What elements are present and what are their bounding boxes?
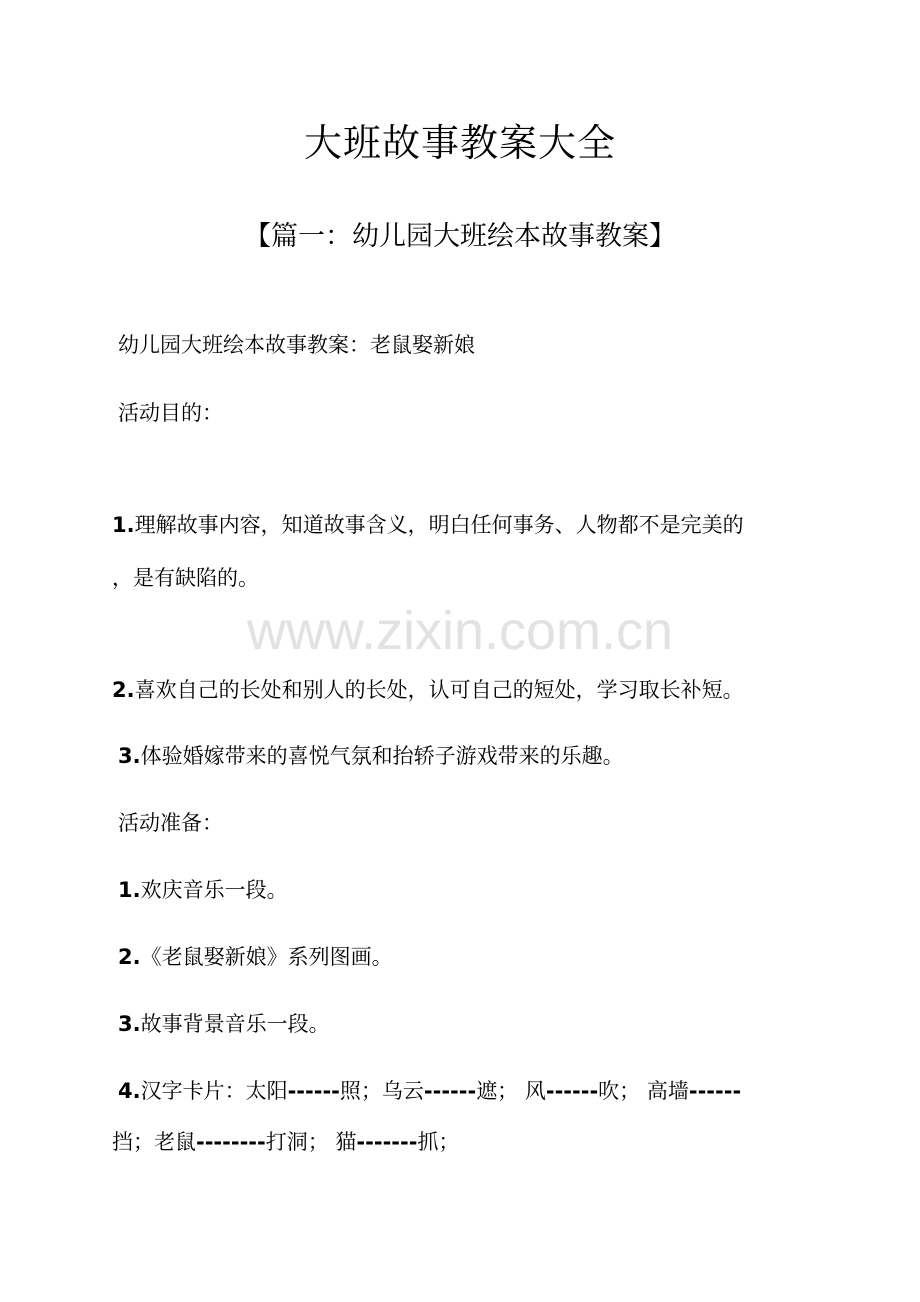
watermark-text: www.zixin.com.cn <box>246 601 674 661</box>
goal-text: 理解故事内容，知道故事含义，明白任何事务、人物都不是完美的 <box>134 513 744 537</box>
prep-number: 1. <box>118 878 141 902</box>
prep-text: 故事背景音乐一段。 <box>140 1012 330 1036</box>
card-dash: ------ <box>545 1079 599 1103</box>
goal-item-3 <box>118 742 624 770</box>
card-dash: -------- <box>196 1130 266 1154</box>
goal-number: 1. <box>112 513 135 537</box>
prep-number: 2. <box>118 945 141 969</box>
prep-item-1 <box>118 876 288 904</box>
goal-text: 喜欢自己的长处和别人的长处，认可自己的短处，学习取长补短。 <box>134 678 744 702</box>
card-text: 遮； 风 <box>476 1079 546 1103</box>
document-subtitle: 【篇一：幼儿园大班绘本故事教案】 <box>244 221 676 252</box>
prep-text: 《老鼠娶新娘》系列图画。 <box>140 945 393 969</box>
goal-item-1 <box>112 511 744 539</box>
card-text: 汉字卡片：太阳 <box>140 1079 288 1103</box>
prep-item-4 <box>118 1077 741 1105</box>
goal-item-2 <box>112 676 744 704</box>
card-dash: ------ <box>287 1079 340 1103</box>
card-text: 抓； <box>417 1130 460 1154</box>
prep-text: 欢庆音乐一段。 <box>140 878 288 902</box>
goal-item-1-continuation: ，是有缺陷的。 <box>112 566 259 590</box>
card-text: 挡；老鼠 <box>112 1130 196 1154</box>
prep-item-2 <box>118 943 393 971</box>
card-dash: ------ <box>688 1079 742 1103</box>
card-text: 打洞； 猫 <box>265 1130 357 1154</box>
prep-label: 活动准备： <box>118 811 223 835</box>
prep-number: 4. <box>118 1079 141 1103</box>
prep-item-3 <box>118 1010 330 1038</box>
card-text: 吹； 高墙 <box>598 1079 689 1103</box>
document-title: 大班故事教案大全 <box>303 121 616 165</box>
card-text: 照；乌云 <box>339 1079 424 1103</box>
lesson-heading: 幼儿园大班绘本故事教案：老鼠娶新娘 <box>118 333 475 357</box>
card-dash: ------ <box>423 1079 477 1103</box>
goal-label: 活动目的： <box>118 401 223 425</box>
card-dash: ------- <box>356 1130 418 1154</box>
goal-number: 2. <box>112 678 135 702</box>
goal-text: 体验婚嫁带来的喜悦气氛和抬轿子游戏带来的乐趣。 <box>140 744 624 768</box>
prep-number: 3. <box>118 1012 141 1036</box>
goal-number: 3. <box>118 744 141 768</box>
prep-item-4-continuation <box>112 1128 459 1156</box>
